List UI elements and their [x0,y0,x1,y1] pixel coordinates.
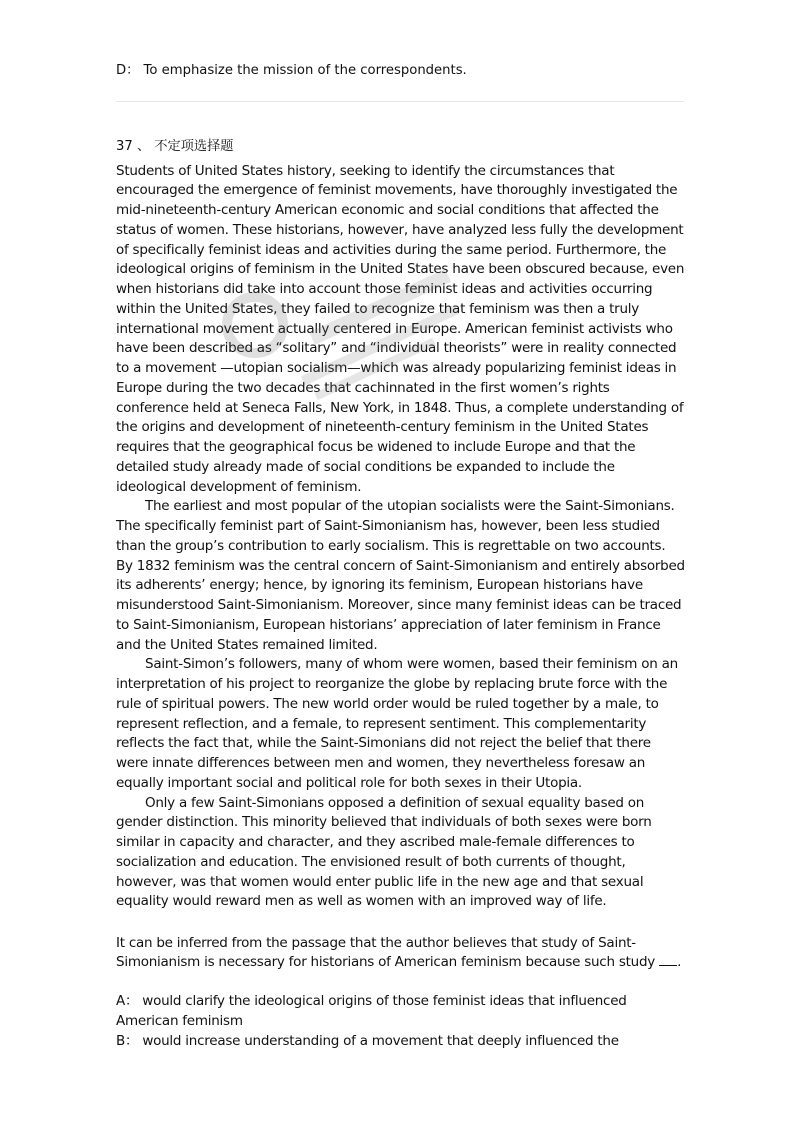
question-divider [116,101,684,102]
option-letter: B： [116,1032,139,1049]
previous-option-d [116,61,467,81]
question-prompt [116,934,686,974]
option-letter: A： [116,993,139,1009]
question-header [116,137,234,157]
question-prompt-end: . [677,954,682,971]
question-prompt-text: It can be inferred from the passage that the author believes that study of Saint-Simonianism is necessary for historians of American feminism because such study [116,934,656,971]
reading-passage [116,162,686,913]
option-b[interactable] [116,1032,686,1052]
passage-paragraph: Students of United States history, seeking to identify the circumstances that encouraged the emergence of feminist movements, have thoroughly investigated the mid-nineteenth-century American economic and social conditions that affected the status of women. These historians, however, have analyzed less fully the development of specifically feminist ideas and activities during the same period. Furthermore, the ideological origins of feminism in the United States have been obscured because, even when historians did take into account those feminist ideas and activities occurring within the United States, they failed to recognize that feminism was then a truly international movement actually centered in Europe. American feminist activists who have been described as “solitary” and “individual theorists” were in reality connected to a movement —utopian socialism—which was already popularizing feminist ideas in Europe during the two decades that cachinnated in the first women’s rights conference held at Seneca Falls, New York, in 1848. Thus, a complete understanding of the origins and development of nineteenth-century feminism in the United States requires that the geographical focus be widened to include Europe and that the detailed study already made of social conditions be expanded to include the ideological development of feminism. [116,162,685,495]
option-text: To emphasize the mission of the correspondents. [143,63,467,78]
question-type: 不定项选择题 [154,139,234,154]
answer-blank [659,953,677,966]
passage-paragraph: Only a few Saint-Simonians opposed a definition of sexual equality based on gender distinction. This minority believed that individuals of both sexes were born similar in capacity and character, and they ascribed male-female differences to socialization and education. The envisioned result of both currents of thought, however, was that women would enter public life in the new age and that sexual equality would reward men as well as women with an improved way of life. [116,794,652,910]
option-text: would increase understanding of a movement that deeply influenced the [142,1032,619,1049]
option-a[interactable] [116,992,686,1032]
answer-options [116,992,686,1051]
passage-paragraph: Saint-Simon’s followers, many of whom were women, based their feminism on an interpretation of his project to reorganize the globe by replacing brute force with the rule of spiritual powers. The new world order would be ruled together by a male, to represent reflection, and a female, to represent sentiment. This complementarity reflects the fact that, while the Saint-Simonians did not reject the belief that there were innate differences between men and women, they nevertheless foresaw an equally important social and political role for both sexes in their Utopia. [116,656,678,791]
passage-paragraph: The earliest and most popular of the utopian socialists were the Saint-Simonians. The specifically feminist part of Saint-Simonianism has, however, been less studied than the group’s contribution to early socialism. This is regrettable on two accounts. By 1832 feminism was the central concern of Saint-Simonianism and entirely absorbed its adherents’ energy; hence, by ignoring its feminism, European historians have misunderstood Saint-Simonianism. Moreover, since many feminist ideas can be traced to Saint-Simonianism, European historians’ appreciation of later feminism in France and the United States remained limited. [116,498,685,653]
option-text: would clarify the ideological origins of those feminist ideas that influenced American feminism [116,993,627,1029]
option-letter: D： [116,63,140,78]
question-number: 37 、 [116,139,151,154]
